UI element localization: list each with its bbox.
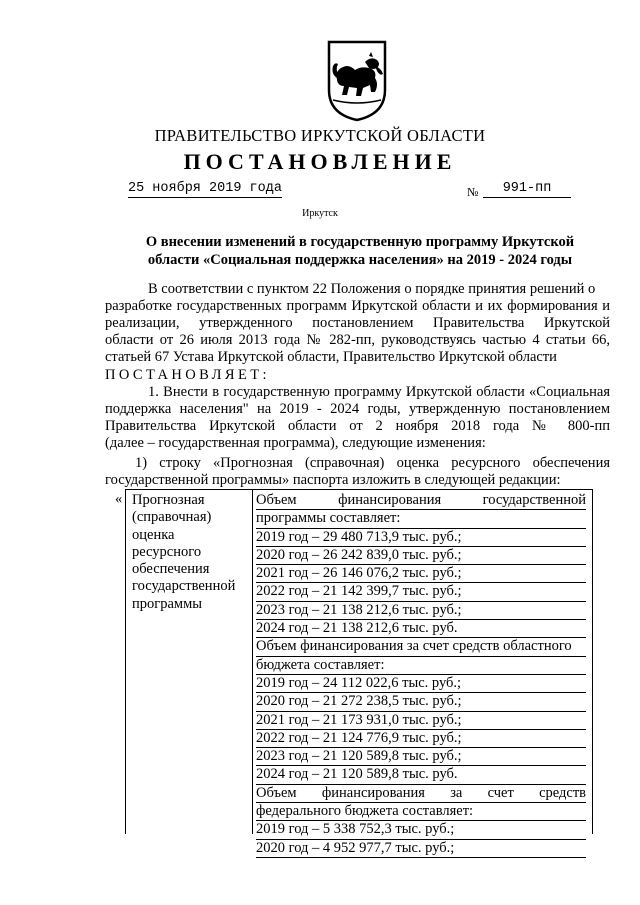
preamble-line: разработке государственных программ Иркутской области и их формирования и (105, 298, 610, 314)
preamble-line: В соответствии с пунктом 22 Положения о порядке принятия решений о (148, 281, 596, 297)
decree-number: 991-пп (483, 181, 571, 198)
resolves-word: ПОСТАНОВЛЯЕТ: (105, 367, 270, 383)
title-line: О внесении изменений в государственную программу Иркутской (145, 234, 575, 250)
financing-line: 2024 год – 21 138 212,6 тыс. руб. (256, 620, 586, 638)
financing-line: бюджета составляет: (256, 657, 586, 675)
financing-line: 2020 год – 26 242 839,0 тыс. руб.; (256, 547, 586, 565)
number-sign: № (467, 185, 479, 199)
financing-line: 2020 год – 4 952 977,7 тыс. руб.; (256, 840, 586, 858)
preamble-line: статьей 67 Устава Иркутской области, Правительство Иркутской области (105, 349, 557, 365)
open-quote: « (115, 491, 123, 507)
item1-line: (далее – государственная программа), следующие изменения: (105, 435, 486, 451)
document-title (90, 233, 630, 269)
financing-line: федерального бюджета составляет: (256, 803, 586, 821)
financing-line: 2023 год – 21 120 589,8 тыс. руб.; (256, 748, 586, 766)
financing-line: Объем финансирования за счет средств (256, 785, 586, 803)
item1-line: поддержка населения" на 2019 - 2024 годы, утвержденную постановлением (105, 401, 610, 417)
financing-line: 2024 год – 21 120 589,8 тыс. руб. (256, 766, 586, 784)
document-type: ПОСТАНОВЛЕНИЕ (183, 149, 457, 174)
decree-date: 25 ноября 2019 года (128, 181, 282, 196)
financing-line: программы составляет: (256, 510, 586, 528)
left-cell-line: ресурсного (132, 543, 202, 560)
item1-line: 1. Внести в государственную программу Иркутской области «Социальная (148, 384, 610, 400)
financing-line: 2023 год – 21 138 212,6 тыс. руб.; (256, 602, 586, 620)
left-cell-line: оценка (132, 526, 175, 543)
coat-of-arms-emblem (325, 40, 389, 122)
financing-line: 2019 год – 5 338 752,3 тыс. руб.; (256, 821, 586, 839)
subitem-line: государственной программы» паспорта изложить в следующей редакции: (105, 472, 561, 488)
financing-line: Объем финансирования государственной (256, 492, 586, 510)
table-left-cell (132, 492, 250, 613)
left-cell-line: программы (132, 595, 202, 612)
financing-line: 2022 год – 21 142 399,7 тыс. руб.; (256, 583, 586, 601)
financing-line: Объем финансирования за счет средств областного (256, 638, 586, 656)
financing-line: 2021 год – 26 146 076,2 тыс. руб.; (256, 565, 586, 583)
preamble-line: области от 26 июля 2013 года № 282-пп, руководствуясь частью 4 статьи 66, (105, 332, 610, 348)
item1-line: Правительства Иркутской области от 2 ноября 2018 года № 800-пп (105, 418, 610, 434)
financing-line: 2019 год – 24 112 022,6 тыс. руб.; (256, 675, 586, 693)
financing-line: 2020 год – 21 272 238,5 тыс. руб.; (256, 693, 586, 711)
financing-line: 2022 год – 21 124 776,9 тыс. руб.; (256, 730, 586, 748)
financing-line: 2021 год – 21 173 931,0 тыс. руб.; (256, 712, 586, 730)
government-name: ПРАВИТЕЛЬСТВО ИРКУТСКОЙ ОБЛАСТИ (154, 126, 486, 145)
subitem-line: 1) строку «Прогнозная (справочная) оценка ресурсного обеспечения (135, 455, 610, 471)
table-right-cell (256, 492, 586, 858)
table-column-divider (252, 490, 253, 834)
left-cell-line: (справочная) (132, 509, 212, 526)
left-cell-line: государственной (132, 578, 236, 595)
financing-line: 2019 год – 29 480 713,9 тыс. руб.; (256, 529, 586, 547)
left-cell-line: обеспечения (132, 561, 210, 578)
left-cell-line: Прогнозная (132, 492, 205, 508)
preamble-line: реализации, утвержденного постановлением Правительства Иркутской (105, 315, 610, 331)
title-line: области «Социальная поддержка населения» на 2019 - 2024 годы (147, 252, 573, 268)
city-name: Иркутск (302, 208, 338, 219)
resource-table (125, 489, 593, 856)
